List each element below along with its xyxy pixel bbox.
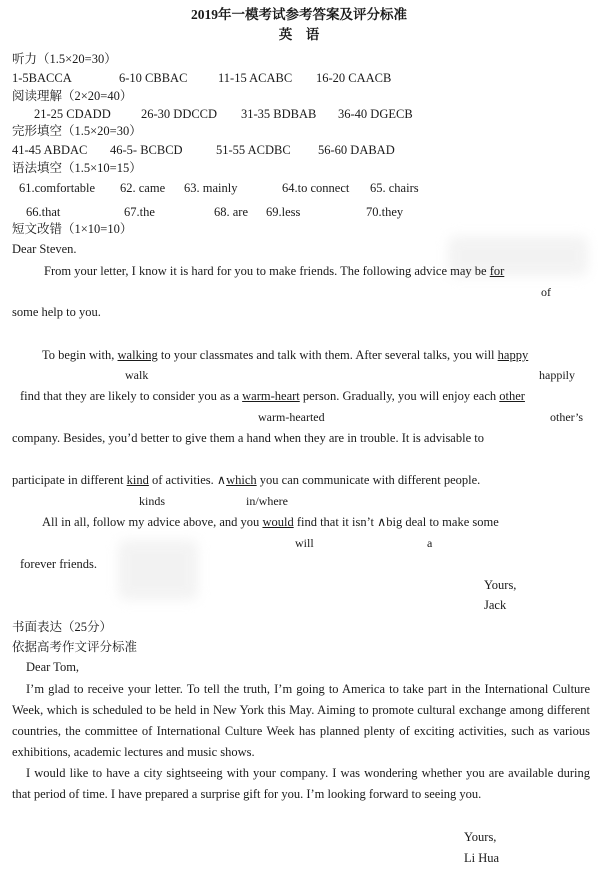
error-word: walking	[117, 348, 158, 362]
correction-line	[44, 264, 504, 279]
text-segment: of activities. ∧	[148, 473, 227, 487]
text-segment: to your classmates and talk with them. After several talks, you will	[157, 348, 498, 362]
correction-line	[12, 473, 480, 488]
grammar-answer: 66.that	[26, 205, 61, 219]
correction-heading: 短文改错（1×10=10）	[12, 222, 133, 236]
correction-line: forever friends.	[20, 557, 98, 571]
listening-answer: 11-15 ACABC	[218, 71, 293, 85]
text-segment: From your letter, I know it is hard for you to make friends. The following advice may be	[44, 264, 490, 278]
grammar-heading: 语法填空（1.5×10=15）	[12, 161, 142, 175]
grammar-answer: 61.comfortable	[19, 181, 96, 195]
correction-line: company. Besides, you’d better to give them a hand when they are in trouble. It is advisable to	[12, 431, 484, 445]
error-word: warm-heart	[242, 389, 300, 403]
correction-fix: happily	[539, 368, 575, 382]
listening-heading: 听力（1.5×20=30）	[12, 52, 117, 66]
writing-standard: 依据高考作文评分标准	[12, 640, 138, 654]
text-segment: find that they are likely to consider you as a	[20, 389, 243, 403]
text-segment: To begin with,	[42, 348, 118, 362]
error-word: happy	[497, 348, 529, 362]
cloze-heading: 完形填空（1.5×20=30）	[12, 124, 142, 138]
correction-fix: other’s	[550, 410, 584, 424]
text-segment: participate in different	[12, 473, 127, 487]
listening-answer: 16-20 CAACB	[316, 71, 392, 85]
error-word: kind	[126, 473, 149, 487]
grammar-answer: 68. are	[214, 205, 249, 219]
reading-answer: 36-40 DGECB	[338, 107, 413, 121]
grammar-answer: 65. chairs	[370, 181, 419, 195]
error-word: other	[499, 389, 525, 403]
correction-fix: kinds	[139, 494, 166, 508]
correction-line	[42, 515, 499, 530]
error-word: would	[262, 515, 294, 529]
text-segment: find that it isn’t ∧big deal to make some	[293, 515, 499, 529]
correction-salutation: Dear Steven.	[12, 242, 77, 256]
scan-smudge	[118, 540, 198, 600]
correction-fix: warm-hearted	[258, 410, 325, 424]
listening-answer: 1-5BACCA	[12, 71, 72, 85]
error-word: which	[226, 473, 257, 487]
correction-line: some help to you.	[12, 305, 101, 319]
grammar-answer: 67.the	[124, 205, 155, 219]
reading-heading: 阅读理解（2×20=40）	[12, 89, 133, 103]
cloze-answer: 51-55 ACDBC	[216, 143, 291, 157]
text-segment: All in all, follow my advice above, and you	[42, 515, 263, 529]
grammar-answer: 63. mainly	[184, 181, 238, 195]
reading-answer: 26-30 DDCCD	[141, 107, 218, 121]
reading-answer: 21-25 CDADD	[34, 107, 111, 121]
correction-line	[20, 389, 525, 404]
correction-fix: will	[295, 536, 314, 550]
grammar-answer: 70.they	[366, 205, 404, 219]
grammar-answer: 64.to connect	[282, 181, 350, 195]
letter-closing: Yours,	[464, 830, 497, 844]
correction-fix: in/where	[246, 494, 288, 508]
correction-line	[42, 348, 528, 363]
correction-fix: a	[427, 536, 433, 550]
cloze-answer: 41-45 ABDAC	[12, 143, 88, 157]
text-segment: person. Gradually, you will enjoy each	[299, 389, 500, 403]
reading-answer: 31-35 BDBAB	[241, 107, 317, 121]
writing-paragraph: I’m glad to receive your letter. To tell the truth, I’m going to America to take part in the International Culture Week, which is scheduled to be held in New York this May. Aiming to promote cultural exchange among different countries, the committee of International Culture Week has planned plenty of exciting activities, such as various exhibitions, academic lectures and music shows.	[12, 682, 590, 759]
subject-title: 英 语	[278, 27, 320, 42]
text-segment: you can communicate with different people.	[256, 473, 481, 487]
cloze-answer: 56-60 DABAD	[318, 143, 395, 157]
writing-paragraph: I would like to have a city sightseeing with your company. I was wondering whether you are available during that period of time. I have prepared a surprise gift for you. I’m looking forward to seeing you.	[12, 766, 590, 801]
correction-fix: walk	[125, 368, 149, 382]
grammar-answer: 69.less	[266, 205, 301, 219]
page-title: 2019年一模考试参考答案及评分标准	[191, 7, 407, 22]
letter-signature: Li Hua	[464, 851, 500, 865]
listening-answer: 6-10 CBBAC	[119, 71, 188, 85]
grammar-answer: 62. came	[120, 181, 166, 195]
writing-salutation: Dear Tom,	[26, 660, 80, 674]
cloze-answer: 46-5- BCBCD	[110, 143, 183, 157]
letter-closing: Yours,	[484, 578, 517, 592]
letter-signature: Jack	[484, 598, 507, 612]
correction-fix: of	[541, 285, 551, 299]
writing-heading: 书面表达（25分）	[12, 620, 113, 634]
error-word: for	[489, 264, 505, 278]
